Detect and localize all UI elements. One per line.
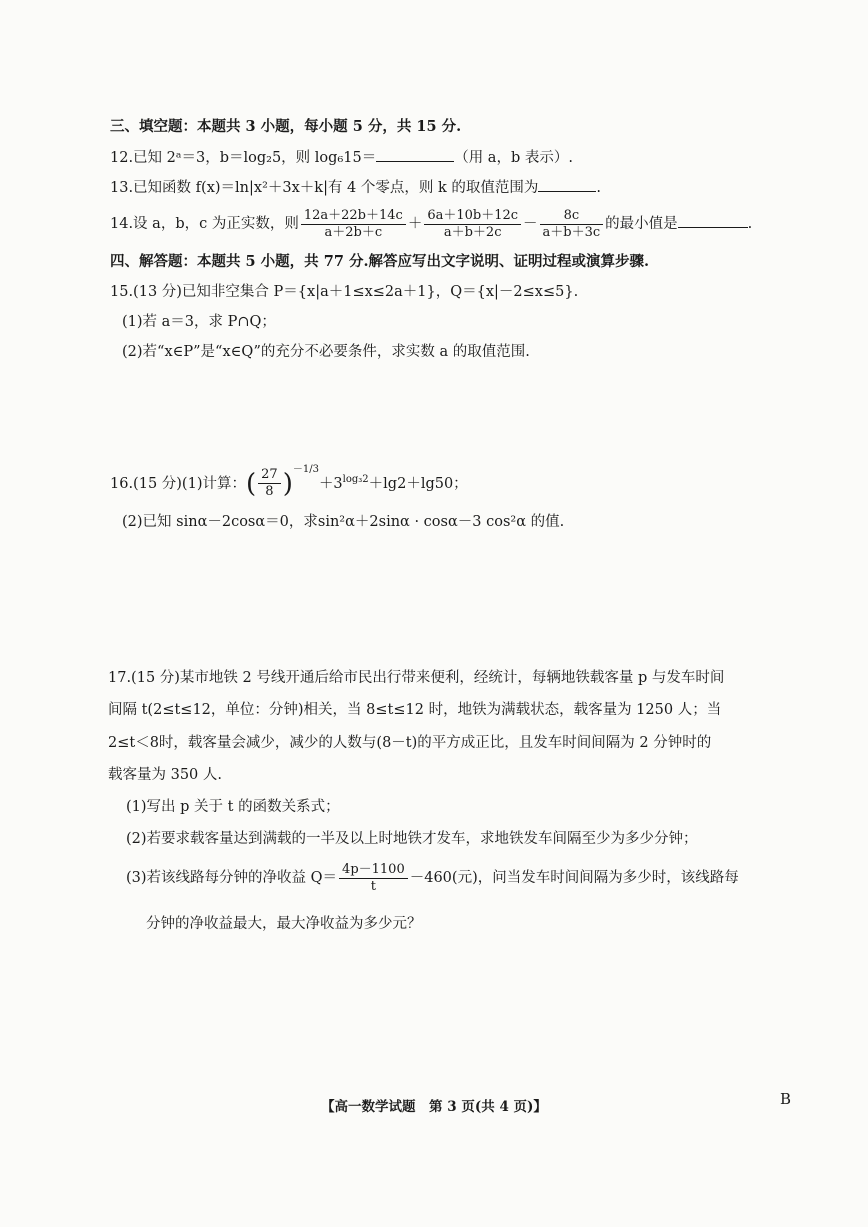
q16-exponent: －1/3 [292, 464, 319, 475]
q14-lead: 14.设 a，b，c 为正实数，则 [110, 216, 299, 232]
question-14 [110, 205, 752, 243]
q14-tail: 的最小值是 [605, 216, 678, 232]
section4-heading: 四、解答题：本题共 5 小题，共 77 分.解答应写出文字说明、证明过程或演算步骤. [110, 253, 650, 270]
q16-paren-close: ) [282, 468, 293, 499]
q17-line2: 间隔 t(2≤t≤12，单位：分钟)相关，当 8≤t≤12 时，地铁为满载状态，载客量为 1250 人；当 [108, 702, 722, 718]
q12-blank [376, 147, 454, 162]
q14-fraction-2 [424, 208, 521, 241]
page-footer: 【高一数学试题 第 3 页(共 4 页)】 [321, 1099, 547, 1115]
q16-paren-open: ( [245, 468, 257, 499]
q14-fraction-1 [301, 208, 406, 241]
q17-line1: 17.(15 分)某市地铁 2 号线开通后给市民出行带来便利，经统计，每辆地铁载客量 p 与发车时间 [108, 670, 725, 686]
section3-heading: 三、填空题：本题共 3 小题，每小题 5 分，共 15 分. [110, 118, 462, 135]
q14-fraction-3 [540, 208, 604, 241]
q14-f1-numerator: 12a＋22b＋14c [301, 208, 406, 225]
q13-end: . [596, 180, 602, 196]
q14-f3-numerator: 8c [540, 208, 604, 225]
q14-end: . [747, 216, 753, 232]
q16-numerator: 27 [258, 467, 281, 484]
q17-p3-lead: (3)若该线路每分钟的净收益 Q＝ [126, 870, 338, 886]
q17-part2: (2)若要求载客量达到满载的一半及以上时地铁才发车，求地铁发车间隔至少为多少分钟； [126, 831, 698, 847]
question-12 [110, 147, 573, 168]
q17-p3-denominator: t [370, 878, 376, 894]
q17-line4: 载客量为 350 人. [108, 767, 223, 783]
q16-lead: 16.(15 分)(1)计算： [110, 475, 246, 492]
question-16 [110, 460, 468, 504]
q14-f3-denominator: a＋b＋3c [542, 224, 601, 240]
q17-p3-tail: －460(元)，问当发车时间间隔为多少时，该线路每 [409, 870, 739, 886]
q16-fraction [258, 467, 281, 500]
q14-f2-numerator: 6a＋10b＋12c [424, 208, 521, 225]
q16-part2: (2)已知 sinα－2cosα＝0，求sin²α＋2sinα · cosα－3 cos²α 的值. [122, 514, 565, 530]
q14-blank [678, 213, 748, 228]
q17-part3-line2: 分钟的净收益最大，最大净收益为多少元？ [146, 916, 422, 932]
q14-minus: － [523, 216, 538, 232]
q14-f1-denominator: a＋2b＋c [324, 224, 383, 240]
q15-part1: (1)若 a＝3，求 P∩Q； [122, 314, 276, 330]
q14-f2-denominator: a＋b＋2c [443, 224, 502, 240]
q16-exponent2: log₃2 [342, 474, 369, 485]
question-13 [110, 177, 601, 198]
q17-p3-numerator: 4p－1100 [339, 862, 408, 879]
q13-text: 13.已知函数 f(x)＝ln|x²＋3x＋k|有 4 个零点，则 k 的取值范围为 [110, 180, 539, 196]
q16-denominator: 8 [265, 484, 274, 500]
q17-line3: 2≤t＜8时，载客量会减少，减少的人数与(8－t)的平方成正比，且发车时间间隔为 2 分钟时的 [108, 735, 712, 751]
q13-blank [538, 177, 596, 192]
q12-note: （用 a，b 表示）. [454, 150, 573, 166]
version-mark: B [780, 1090, 792, 1108]
q17-part3 [126, 858, 739, 898]
q12-text: 12.已知 2ᵃ＝3，b＝log₂5，则 log₆15＝ [110, 150, 377, 166]
q14-plus: ＋ [407, 216, 423, 232]
q15-part2: (2)若“x∈P”是“x∈Q”的充分不必要条件，求实数 a 的取值范围. [122, 344, 530, 360]
q17-part1: (1)写出 p 关于 t 的函数关系式； [126, 799, 340, 815]
q16-rest2: ＋lg2＋lg50； [368, 475, 468, 492]
q16-rest1: ＋3 [318, 475, 343, 492]
q15-stem: 15.(13 分)已知非空集合 P＝{x|a＋1≤x≤2a＋1}，Q＝{x|－2≤x≤5}. [110, 284, 579, 300]
q17-p3-fraction [339, 862, 408, 895]
